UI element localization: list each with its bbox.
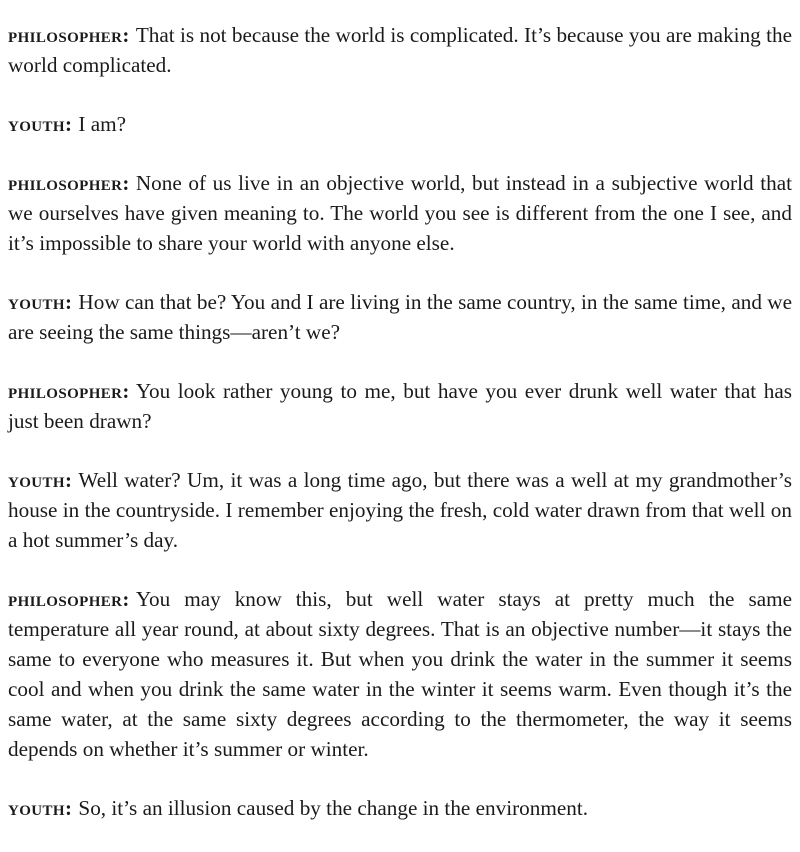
dialogue-text: How can that be? You and I are living in the same country, in the same time, and we are seeing the same things—aren’t we? — [8, 290, 792, 344]
speaker-label: youth : — [8, 796, 72, 820]
speaker-label: youth : — [8, 112, 72, 136]
dialogue-text: So, it’s an illusion caused by the change in the environment. — [78, 796, 588, 820]
speaker-label: youth : — [8, 468, 72, 492]
dialogue-paragraph — [8, 168, 792, 258]
speaker-label: philosopher : — [8, 171, 130, 195]
dialogue-paragraph — [8, 584, 792, 764]
speaker-label: philosopher : — [8, 23, 130, 47]
dialogue-paragraph — [8, 465, 792, 555]
dialogue-paragraph — [8, 109, 792, 139]
dialogue-text: You may know this, but well water stays at pretty much the same temperature all year round, at about sixty degrees. That is an objective number—it stays the same to everyone who measures it. But when you drink the water in the summer it seems cool and when you drink the same water in the winter it seems warm. Even though it’s the same water, at the same sixty degrees according to the thermometer, the way it seems depends on whether it’s summer or winter. — [8, 587, 792, 761]
dialogue-paragraph — [8, 287, 792, 347]
dialogue-paragraph — [8, 376, 792, 436]
speaker-label: philosopher : — [8, 379, 130, 403]
dialogue-text: Well water? Um, it was a long time ago, but there was a well at my grandmother’s house in the countryside. I remember enjoying the fresh, cold water drawn from that well on a hot summer’s day. — [8, 468, 792, 552]
dialogue-paragraph — [8, 20, 792, 80]
dialogue-text: That is not because the world is complicated. It’s because you are making the world complicated. — [8, 23, 792, 77]
dialogue-text: None of us live in an objective world, but instead in a subjective world that we ourselves have given meaning to. The world you see is different from the one I see, and it’s impossible to share your world with anyone else. — [8, 171, 792, 255]
dialogue-text: I am? — [78, 112, 127, 136]
document-page — [8, 20, 792, 852]
dialogue-text: You look rather young to me, but have you ever drunk well water that has just been drawn? — [8, 379, 792, 433]
speaker-label: philosopher : — [8, 587, 130, 611]
speaker-label: youth : — [8, 290, 72, 314]
dialogue-paragraph — [8, 793, 792, 823]
